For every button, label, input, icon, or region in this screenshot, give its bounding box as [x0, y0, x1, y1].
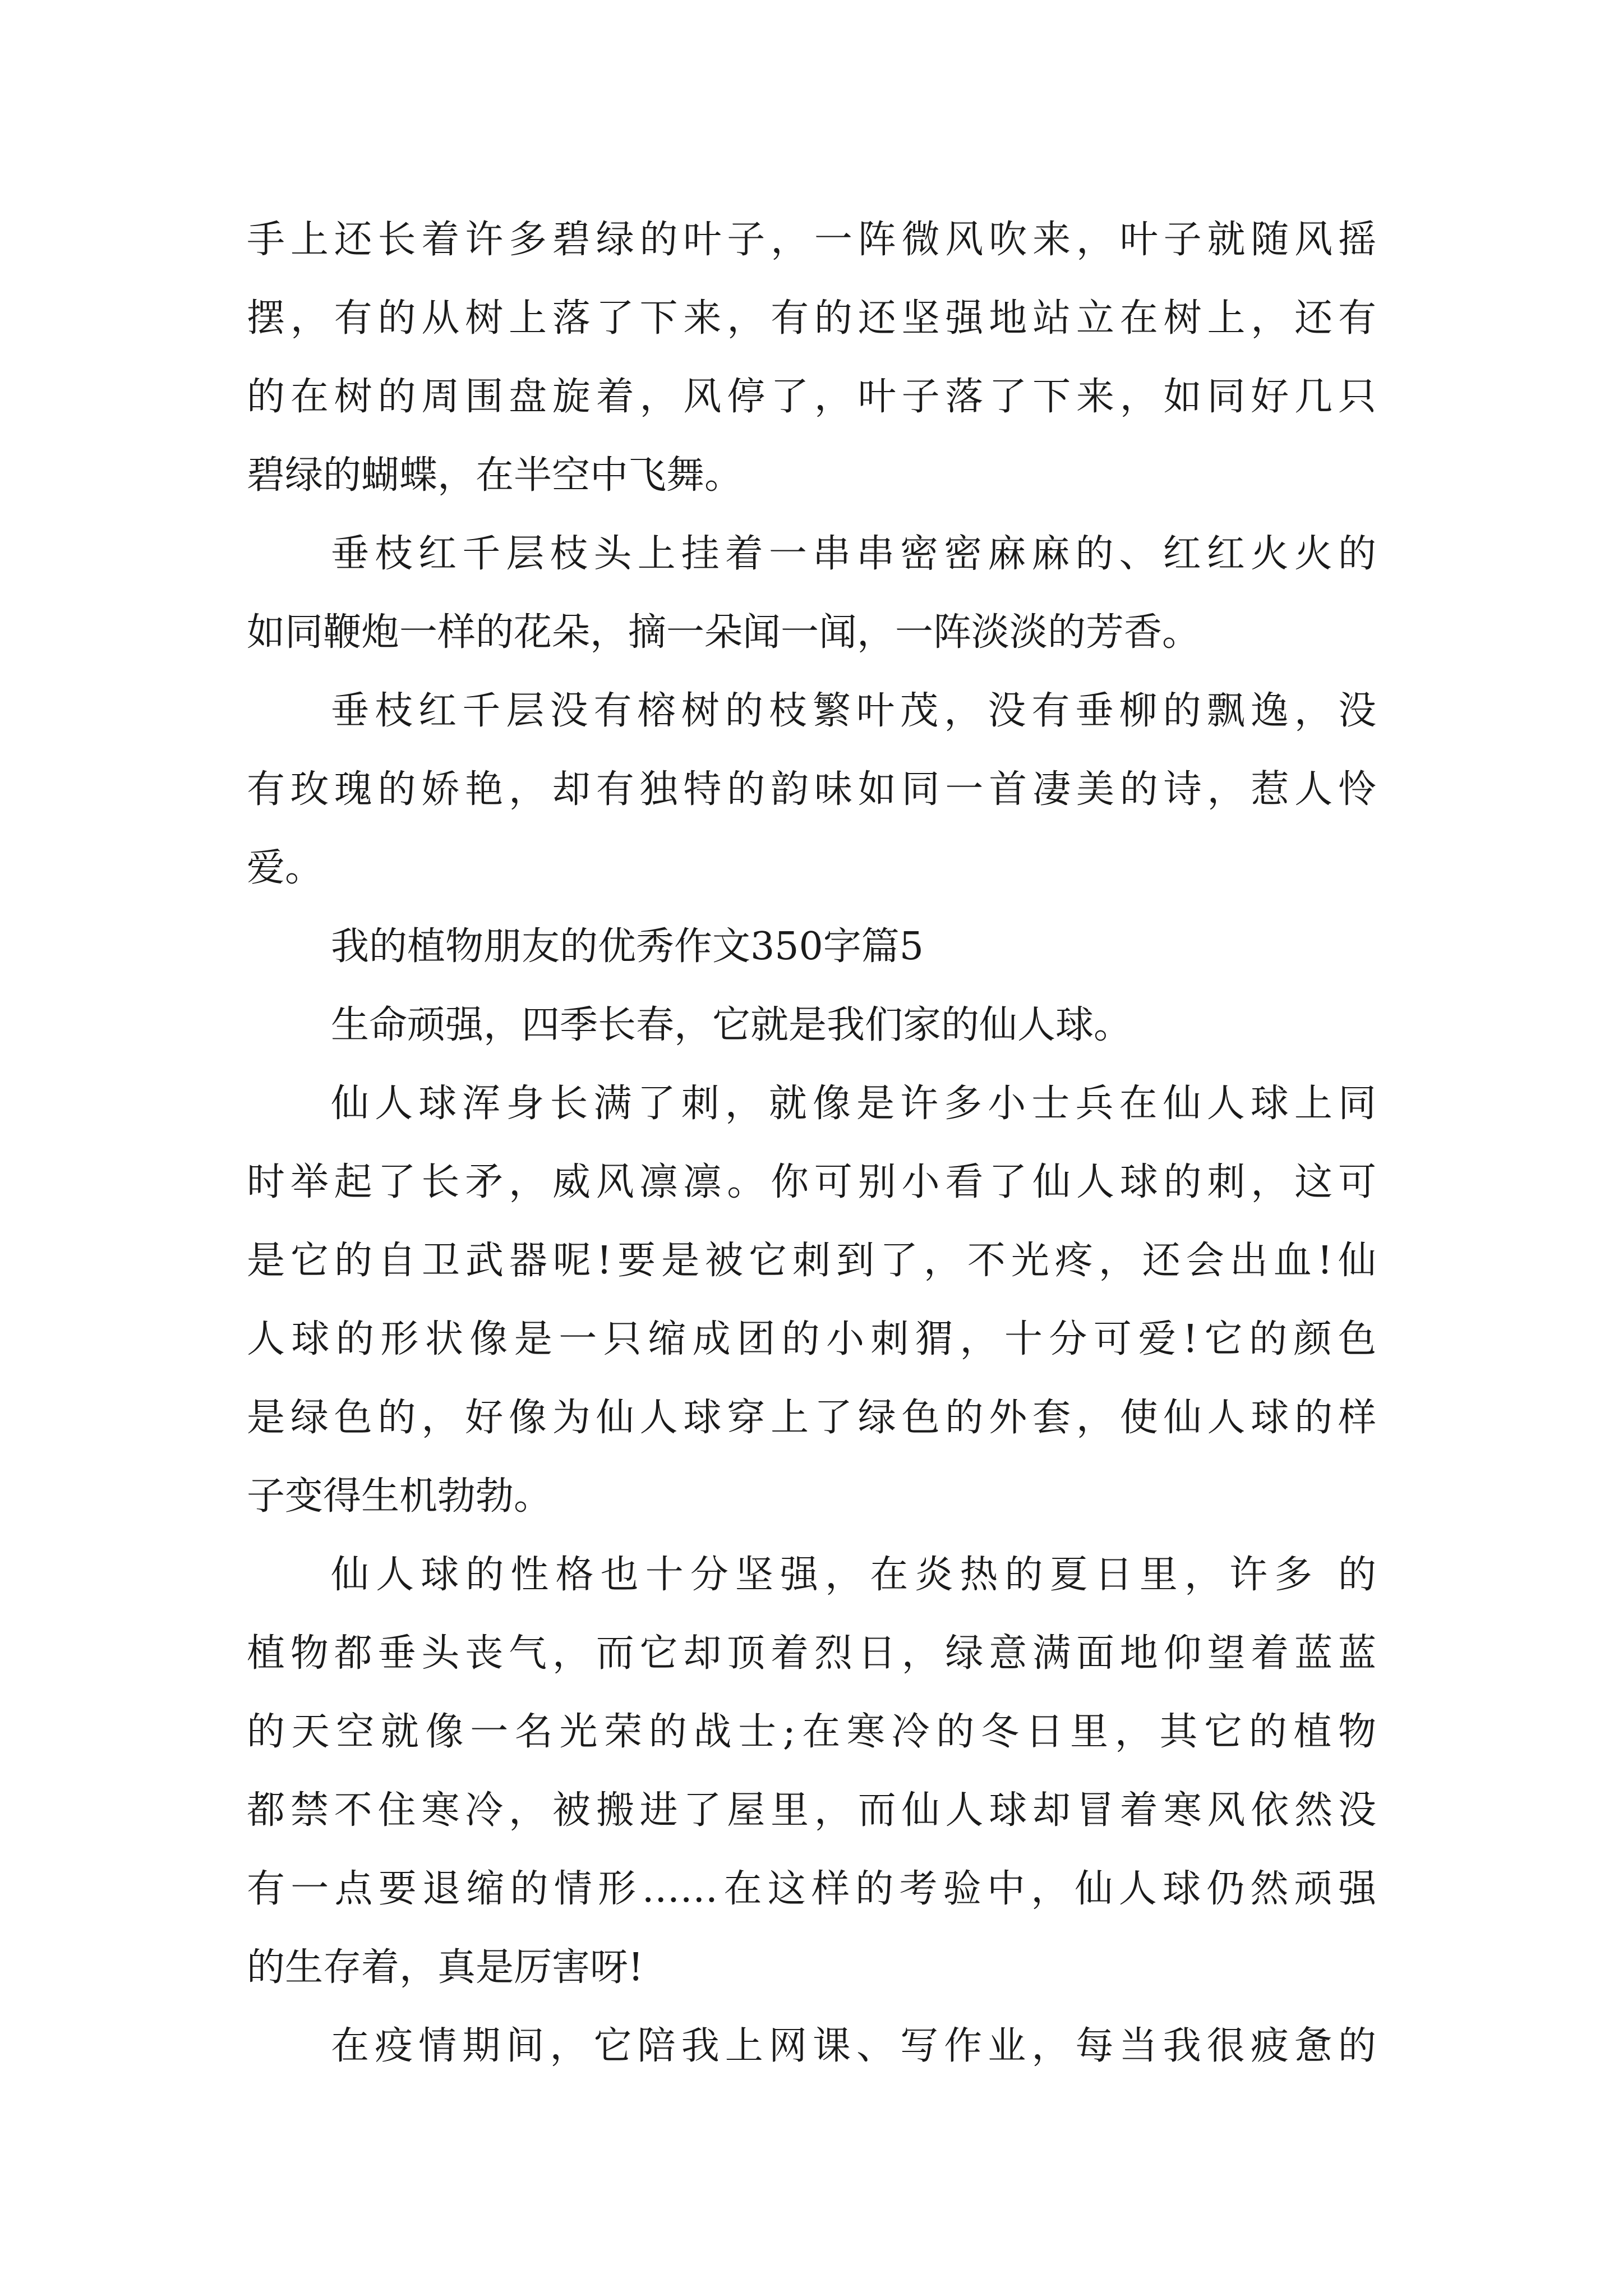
- text-line: 的生存着，真是厉害呀!: [247, 1945, 644, 1990]
- text-line: 仙人球的性格也十分坚强，在炎热的夏日里，许多 的: [331, 1553, 1376, 1597]
- text-line: 人球的形状像是一只缩成团的小刺猬，十分可爱!它的颜色: [247, 1317, 1376, 1361]
- text-line: 有一点要退缩的情形……在这样的考验中，仙人球仍然顽强: [247, 1867, 1376, 1911]
- text-line: 植物都垂头丧气，而它却顶着烈日，绿意满面地仰望着蓝蓝: [247, 1631, 1376, 1676]
- text-line: 子变得生机勃勃。: [247, 1474, 552, 1519]
- text-line: 如同鞭炮一样的花朵，摘一朵闻一闻，一阵淡淡的芳香。: [247, 610, 1201, 655]
- text-line: 都禁不住寒冷，被搬进了屋里，而仙人球却冒着寒风依然没: [247, 1788, 1376, 1833]
- text-line: 仙人球浑身长满了刺，就像是许多小士兵在仙人球上同: [331, 1082, 1376, 1126]
- text-line: 碧绿的蝴蝶，在半空中飞舞。: [247, 453, 743, 498]
- text-line: 的在树的周围盘旋着，风停了，叶子落了下来，如同好几只: [247, 375, 1376, 419]
- text-line: 时举起了长矛，威风凛凛。你可别小看了仙人球的刺，这可: [247, 1160, 1376, 1204]
- text-line: 手上还长着许多碧绿的叶子，一阵微风吹来，叶子就随风摇: [247, 218, 1376, 262]
- text-line: 摆，有的从树上落了下来，有的还坚强地站立在树上，还有: [247, 296, 1376, 341]
- text-line: 生命顽强，四季长春，它就是我们家的仙人球。: [331, 1003, 1132, 1047]
- section-heading: 我的植物朋友的优秀作文350字篇5: [331, 924, 924, 969]
- text-line: 的天空就像一名光荣的战士;在寒冷的冬日里，其它的植物: [247, 1710, 1376, 1754]
- text-line: 垂枝红千层没有榕树的枝繁叶茂，没有垂柳的飘逸，没: [331, 689, 1376, 733]
- text-line: 爱。: [247, 846, 324, 890]
- text-line: 垂枝红千层枝头上挂着一串串密密麻麻的、红红火火的: [331, 532, 1376, 576]
- text-line: 有玫瑰的娇艳，却有独特的韵味如同一首凄美的诗，惹人怜: [247, 767, 1376, 812]
- text-line: 是绿色的，好像为仙人球穿上了绿色的外套，使仙人球的样: [247, 1396, 1376, 1440]
- text-line: 是它的自卫武器呢!要是被它刺到了，不光疼，还会出血!仙: [247, 1239, 1376, 1283]
- text-line: 在疫情期间，它陪我上网课、写作业，每当我很疲惫的: [331, 2024, 1376, 2068]
